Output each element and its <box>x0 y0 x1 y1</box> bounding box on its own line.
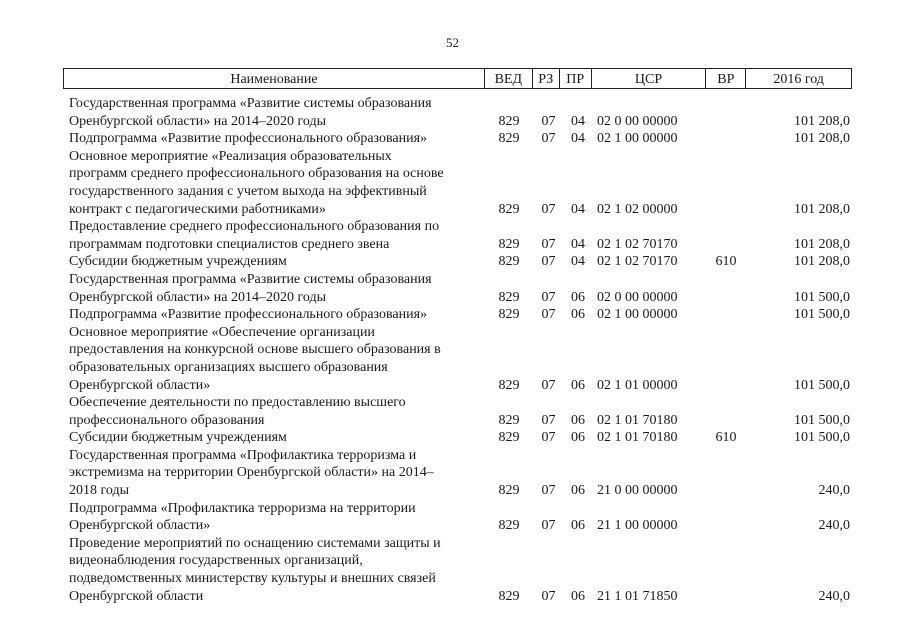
row-ved: 829 <box>498 412 520 428</box>
row-pr: 06 <box>571 518 585 534</box>
row-name <box>69 218 483 253</box>
row-name-line: профессионального образования <box>69 412 265 428</box>
row-amount: 101 208,0 <box>794 254 850 270</box>
row-name <box>69 394 483 429</box>
table-row <box>69 130 852 148</box>
row-rz: 07 <box>541 201 556 217</box>
table-row <box>69 324 852 394</box>
row-pr: 06 <box>571 588 585 604</box>
row-pr: 06 <box>571 483 585 499</box>
row-pr: 04 <box>571 201 585 217</box>
row-name <box>69 271 483 306</box>
row-pr: 06 <box>571 289 585 305</box>
row-name-line: Оренбургской области» на 2014–2020 годы <box>69 289 326 305</box>
table-row <box>69 95 852 130</box>
row-amount: 101 500,0 <box>794 307 850 323</box>
row-amount: 101 500,0 <box>794 377 850 393</box>
table-row <box>69 148 852 218</box>
row-csr: 02 1 02 70170 <box>597 236 678 252</box>
row-name <box>69 253 483 271</box>
header-ved: ВЕД <box>485 69 533 88</box>
row-pr: 04 <box>571 254 585 270</box>
page-number: 52 <box>446 35 459 50</box>
row-name-line: Субсидии бюджетным учреждениям <box>69 430 287 446</box>
row-ved: 829 <box>498 307 520 323</box>
row-ved: 829 <box>498 377 520 393</box>
row-name-line: Проведение мероприятий по оснащению системами защиты и <box>69 535 441 551</box>
row-csr: 02 1 01 70180 <box>597 412 678 428</box>
row-amount: 101 208,0 <box>794 113 850 129</box>
row-csr: 21 1 00 00000 <box>597 518 678 534</box>
table-row <box>69 271 852 306</box>
row-pr: 04 <box>571 236 585 252</box>
row-vr: 610 <box>715 254 737 270</box>
row-name-line: Основное мероприятие «Реализация образовательных <box>69 148 392 164</box>
row-name-line: Государственная программа «Профилактика терроризма и <box>69 447 417 463</box>
row-rz: 07 <box>541 236 556 252</box>
row-name-line: Обеспечение деятельности по предоставлению высшего <box>69 395 406 411</box>
row-name-line: подведомственных министерству культуры и внешних связей <box>69 571 436 587</box>
table-body <box>69 95 852 605</box>
row-rz: 07 <box>541 588 556 604</box>
row-name-line: контракт с педагогическими работниками» <box>69 201 326 217</box>
row-name-line: Государственная программа «Развитие системы образования <box>69 271 432 287</box>
row-pr: 06 <box>571 377 585 393</box>
row-name-line: Основное мероприятие «Обеспечение организации <box>69 324 375 340</box>
row-amount: 101 208,0 <box>794 201 850 217</box>
header-csr: ЦСР <box>592 69 707 88</box>
row-name-line: программ среднего профессионального образования на основе <box>69 166 444 182</box>
row-ved: 829 <box>498 254 520 270</box>
row-amount: 240,0 <box>818 588 850 604</box>
row-name-line: экстремизма на территории Оренбургской области» на 2014– <box>69 465 434 481</box>
header-name: Наименование <box>64 69 485 88</box>
row-amount: 240,0 <box>818 518 850 534</box>
row-ved: 829 <box>498 289 520 305</box>
row-rz: 07 <box>541 307 556 323</box>
table-row <box>69 535 852 605</box>
row-name-line: Субсидии бюджетным учреждениям <box>69 254 287 270</box>
row-name-line: Подпрограмма «Профилактика терроризма на территории <box>69 500 416 516</box>
table-row <box>69 253 852 271</box>
row-amount: 101 500,0 <box>794 412 850 428</box>
table-row <box>69 429 852 447</box>
row-csr: 02 1 00 00000 <box>597 131 678 147</box>
row-name <box>69 130 483 148</box>
row-amount: 101 208,0 <box>794 236 850 252</box>
table-row <box>69 218 852 253</box>
row-name <box>69 535 483 605</box>
row-name <box>69 95 483 130</box>
row-amount: 101 208,0 <box>794 131 850 147</box>
row-name <box>69 447 483 500</box>
row-rz: 07 <box>541 254 556 270</box>
row-rz: 07 <box>541 377 556 393</box>
row-name-line: Оренбургской области» на 2014–2020 годы <box>69 113 326 129</box>
row-rz: 07 <box>541 430 556 446</box>
table-row <box>69 306 852 324</box>
row-ved: 829 <box>498 588 520 604</box>
header-year: 2016 год <box>773 72 824 87</box>
row-csr: 02 1 02 00000 <box>597 201 678 217</box>
header-pr: ПР <box>560 69 592 88</box>
row-name-line: Оренбургской области <box>69 588 204 604</box>
row-ved: 829 <box>498 113 520 129</box>
row-name-line: видеонаблюдения государственных организаций, <box>69 553 363 569</box>
row-ved: 829 <box>498 483 520 499</box>
row-name <box>69 324 483 394</box>
row-rz: 07 <box>541 113 556 129</box>
row-name-line: Государственная программа «Развитие системы образования <box>69 96 432 111</box>
row-name-line: Подпрограмма «Развитие профессионального образования» <box>69 307 428 323</box>
row-rz: 07 <box>541 518 556 534</box>
row-name-line: предоставления на конкурсной основе высшего образования в <box>69 342 441 358</box>
row-name-line: Оренбургской области» <box>69 518 211 534</box>
row-name-line: Подпрограмма «Развитие профессионального образования» <box>69 131 428 147</box>
row-pr: 06 <box>571 307 585 323</box>
row-name <box>69 429 483 447</box>
row-ved: 829 <box>498 201 520 217</box>
row-csr: 02 1 01 70180 <box>597 430 678 446</box>
table-row <box>69 394 852 429</box>
row-name <box>69 148 483 218</box>
table-row <box>69 447 852 500</box>
row-name-line: программам подготовки специалистов среднего звена <box>69 236 390 252</box>
row-vr: 610 <box>715 430 737 446</box>
row-csr: 02 1 01 00000 <box>597 377 678 393</box>
header-vr: ВР <box>706 69 746 88</box>
row-name-line: Предоставление среднего профессионального образования по <box>69 219 440 235</box>
row-amount: 101 500,0 <box>794 430 850 446</box>
row-ved: 829 <box>498 430 520 446</box>
row-rz: 07 <box>541 131 556 147</box>
row-pr: 06 <box>571 412 585 428</box>
row-csr: 02 0 00 00000 <box>597 289 678 305</box>
row-name <box>69 500 483 535</box>
row-rz: 07 <box>541 483 556 499</box>
row-amount: 101 500,0 <box>794 289 850 305</box>
row-name-line: Оренбургской области» <box>69 377 211 393</box>
row-csr: 02 1 00 00000 <box>597 307 678 323</box>
row-csr: 21 1 01 71850 <box>597 588 678 604</box>
row-ved: 829 <box>498 518 520 534</box>
row-ved: 829 <box>498 131 520 147</box>
row-pr: 04 <box>571 113 585 129</box>
row-pr: 04 <box>571 131 585 147</box>
table-header <box>63 68 852 89</box>
row-ved: 829 <box>498 236 520 252</box>
row-amount: 240,0 <box>818 483 850 499</box>
row-name-line: образовательных организациях высшего образования <box>69 359 388 375</box>
row-csr: 02 1 02 70170 <box>597 254 678 270</box>
row-csr: 02 0 00 00000 <box>597 113 678 129</box>
row-rz: 07 <box>541 412 556 428</box>
row-name-line: государственного задания с учетом выхода на эффективный <box>69 183 427 199</box>
header-rz: РЗ <box>533 69 560 88</box>
row-name <box>69 306 483 324</box>
table-row <box>69 500 852 535</box>
row-rz: 07 <box>541 289 556 305</box>
row-csr: 21 0 00 00000 <box>597 483 678 499</box>
row-pr: 06 <box>571 430 585 446</box>
row-name-line: 2018 годы <box>69 483 130 499</box>
